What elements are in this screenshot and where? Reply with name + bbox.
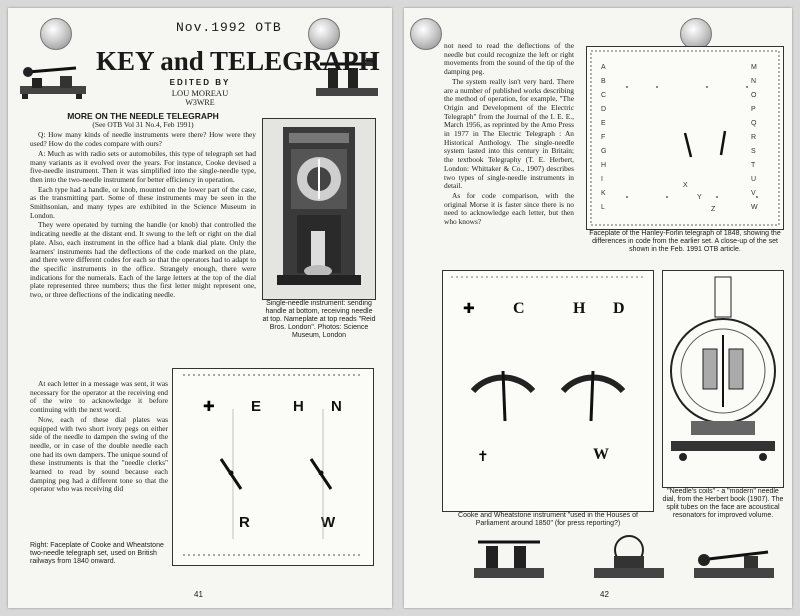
faceplate-letter: A bbox=[601, 64, 606, 71]
paragraph: They were operated by turning the handle (or knob) that controlled the indicating needle at the distant end. It swung to the left or right on the dial plate. Also, each instrument in the office had a blank dial plate. Only the learners' instruments had the deflections of the code marked on the plate, and there were different codes for each so that the operators had to adapt to the specific instruments in the office. Strangely enough, there were indications for the numerals. Each of the large letters at the top of the dial plate represented three numbers; thus the first letter might represent one, two, or three deflections of the indicating needle. bbox=[30, 220, 256, 300]
article-heading: MORE ON THE NEEDLE TELEGRAPH bbox=[67, 111, 219, 121]
faceplate-grid-drawing bbox=[587, 47, 783, 229]
svg-text:✝: ✝ bbox=[477, 450, 489, 465]
paragraph: The system really isn't very hard. There are a number of published works describing the method of operation, for example, "The Origin and Development of the Electric Telegraph" from the Journal of the I. E. E., March 1956, as reprinted by the Arno Press in 1977 in The Electric Telegraph : An Historical Anthology. The single-needle system lasted into this century in Britain; the textbook Telegraphy (T. E. Herbert, London: Whittaker & Co., 1907) describes two types of single-needle instruments in detail. bbox=[444, 76, 574, 191]
cooke-wheatstone-figure bbox=[442, 270, 654, 512]
dial-letter-h: H bbox=[293, 398, 304, 415]
faceplate-letter: C bbox=[601, 92, 607, 99]
two-needle-faceplate-figure bbox=[172, 368, 374, 566]
faceplate-letter: K bbox=[601, 190, 606, 197]
binder-hole bbox=[40, 18, 72, 50]
faceplate-letter: X bbox=[683, 182, 688, 189]
faceplate-letter: E bbox=[601, 120, 606, 127]
cooke-letter-c: C bbox=[513, 300, 525, 317]
dial-letter-e: E bbox=[251, 398, 262, 415]
cooke-letter-w: W bbox=[593, 446, 609, 463]
faceplate-letter: V bbox=[751, 190, 756, 197]
needle-coils-figure bbox=[662, 270, 784, 488]
faceplate-letter: F bbox=[601, 134, 606, 141]
faceplate-letter: O bbox=[751, 92, 757, 99]
faceplate-letter: S bbox=[751, 148, 756, 155]
faceplate-letter: B bbox=[601, 78, 606, 85]
faceplate-letter: W bbox=[751, 204, 758, 211]
single-needle-photo bbox=[262, 118, 376, 300]
editor-name: LOU MOREAU bbox=[171, 88, 229, 98]
page-number-right: 42 bbox=[600, 590, 609, 599]
faceplate-letter: H bbox=[601, 162, 607, 169]
article-reference: (See OTB Vol 31 No.4, Feb 1991) bbox=[92, 119, 194, 129]
paragraph: Now, each of these dial plates was equipped with two short ivory pegs on either side of the needle to dampen the swing of the needle, or in case of the double needle each one had its own dampers. The unique sound of these instruments is that the "needle clerks" learned to read by sound because each damping peg had a different tone so that the operator who was receiving did bbox=[30, 414, 169, 494]
faceplate-letter: R bbox=[751, 134, 757, 141]
column-title: KEY and TELEGRAPH bbox=[96, 46, 380, 76]
faceplate-letter: I bbox=[601, 176, 603, 183]
svg-text:✚: ✚ bbox=[463, 300, 475, 316]
faceplate-letter: Z bbox=[711, 206, 716, 213]
faceplate-letter: P bbox=[751, 106, 756, 113]
right-page bbox=[404, 8, 792, 608]
faceplate-letter: Q bbox=[751, 120, 757, 127]
faceplate-letter: L bbox=[601, 204, 605, 211]
needle-coils-drawing bbox=[663, 271, 783, 487]
two-needle-faceplate-drawing bbox=[173, 369, 373, 565]
bottom-instruments-illustration bbox=[464, 530, 780, 586]
issue-label: Nov.1992 OTB bbox=[176, 20, 282, 35]
paragraph: Q: How many kinds of needle instruments were there? How were they used? How do the codes compare with ours? bbox=[30, 130, 256, 149]
editor-callsign: W3WRE bbox=[185, 98, 215, 107]
article-column-1 bbox=[30, 112, 256, 301]
binder-hole bbox=[410, 18, 442, 50]
faceplate-letter: M bbox=[751, 64, 757, 71]
faceplate-letter: Y bbox=[697, 194, 702, 201]
faceplate-letter: T bbox=[751, 162, 756, 169]
paragraph: As for code comparison, with the original Morse it is faster since there is no need to acknowledge each letter, but then who knows? bbox=[444, 190, 574, 227]
cooke-letter-h: H bbox=[573, 300, 586, 317]
dial-letter-w: W bbox=[321, 514, 336, 531]
single-needle-instrument-image bbox=[263, 119, 375, 299]
dial-letter-r: R bbox=[239, 514, 250, 531]
cooke-letter-d: D bbox=[613, 300, 625, 317]
svg-text:✚: ✚ bbox=[203, 398, 215, 414]
left-page bbox=[8, 8, 392, 608]
paragraph: not need to read the deflections of the needle but could recognize the left or right movements from the sound of the tip of the damping peg. bbox=[444, 41, 574, 77]
coils-caption: "Needle's coils" - a "modern" needle dial, from the Herbert book (1907). The split tubes on the face are acoustical resonators for improved volume. bbox=[662, 488, 784, 519]
article-column-2 bbox=[444, 42, 574, 228]
cooke-caption: Cooke and Wheatstone instrument "used in the Houses of Parliament around 1850" (for press reporting?) bbox=[458, 512, 638, 527]
paragraph: Each type had a handle, or knob, mounted on the lower part of the case, as the transmitting part. Some of these instruments may be seen in the Smithsonian, and many types are exhibited in the Science Museum in London. bbox=[30, 184, 256, 220]
faceplate-letter: D bbox=[601, 106, 607, 113]
two-needle-caption: Right: Faceplate of Cooke and Wheatstone two-needle telegraph set, used on British railways from 1840 onward. bbox=[30, 542, 164, 565]
single-needle-caption: Single-needle instrument: sending handle at bottom, receiving needle at top. Nameplate at top reads "Reid Bros. London". Photos: Science Museum, London bbox=[262, 300, 376, 339]
paragraph: At each letter in a message was sent, it was necessary for the operator at the receiving end of the wire to acknowledge it before continuing with the next word. bbox=[30, 379, 168, 415]
page-number-left: 41 bbox=[194, 590, 203, 599]
cooke-wheatstone-drawing bbox=[443, 271, 653, 511]
faceplate-grid-figure bbox=[586, 46, 784, 230]
faceplate-letter: G bbox=[601, 148, 607, 155]
paragraph: A: Much as with radio sets or automobiles, this type of telegraph set had many variants as it evolved over the years. For instance, Cooke devised a five-needle instrument. Then it was simplified into the single-needle type, then into the two-needle instrument for better efficiency in operation. bbox=[30, 148, 256, 184]
faceplate-letter: N bbox=[751, 78, 757, 85]
article-column-1b bbox=[30, 380, 168, 495]
dial-letter-n: N bbox=[331, 398, 342, 415]
faceplate-caption: Faceplate of the Hanley-Forlin telegraph of 1848, showing the differences in code from the earlier set. A close-up of the set shown in the Feb. 1991 OTB article. bbox=[589, 230, 781, 253]
edited-by-label: EDITED BY bbox=[169, 78, 231, 87]
faceplate-letter: U bbox=[751, 176, 757, 183]
